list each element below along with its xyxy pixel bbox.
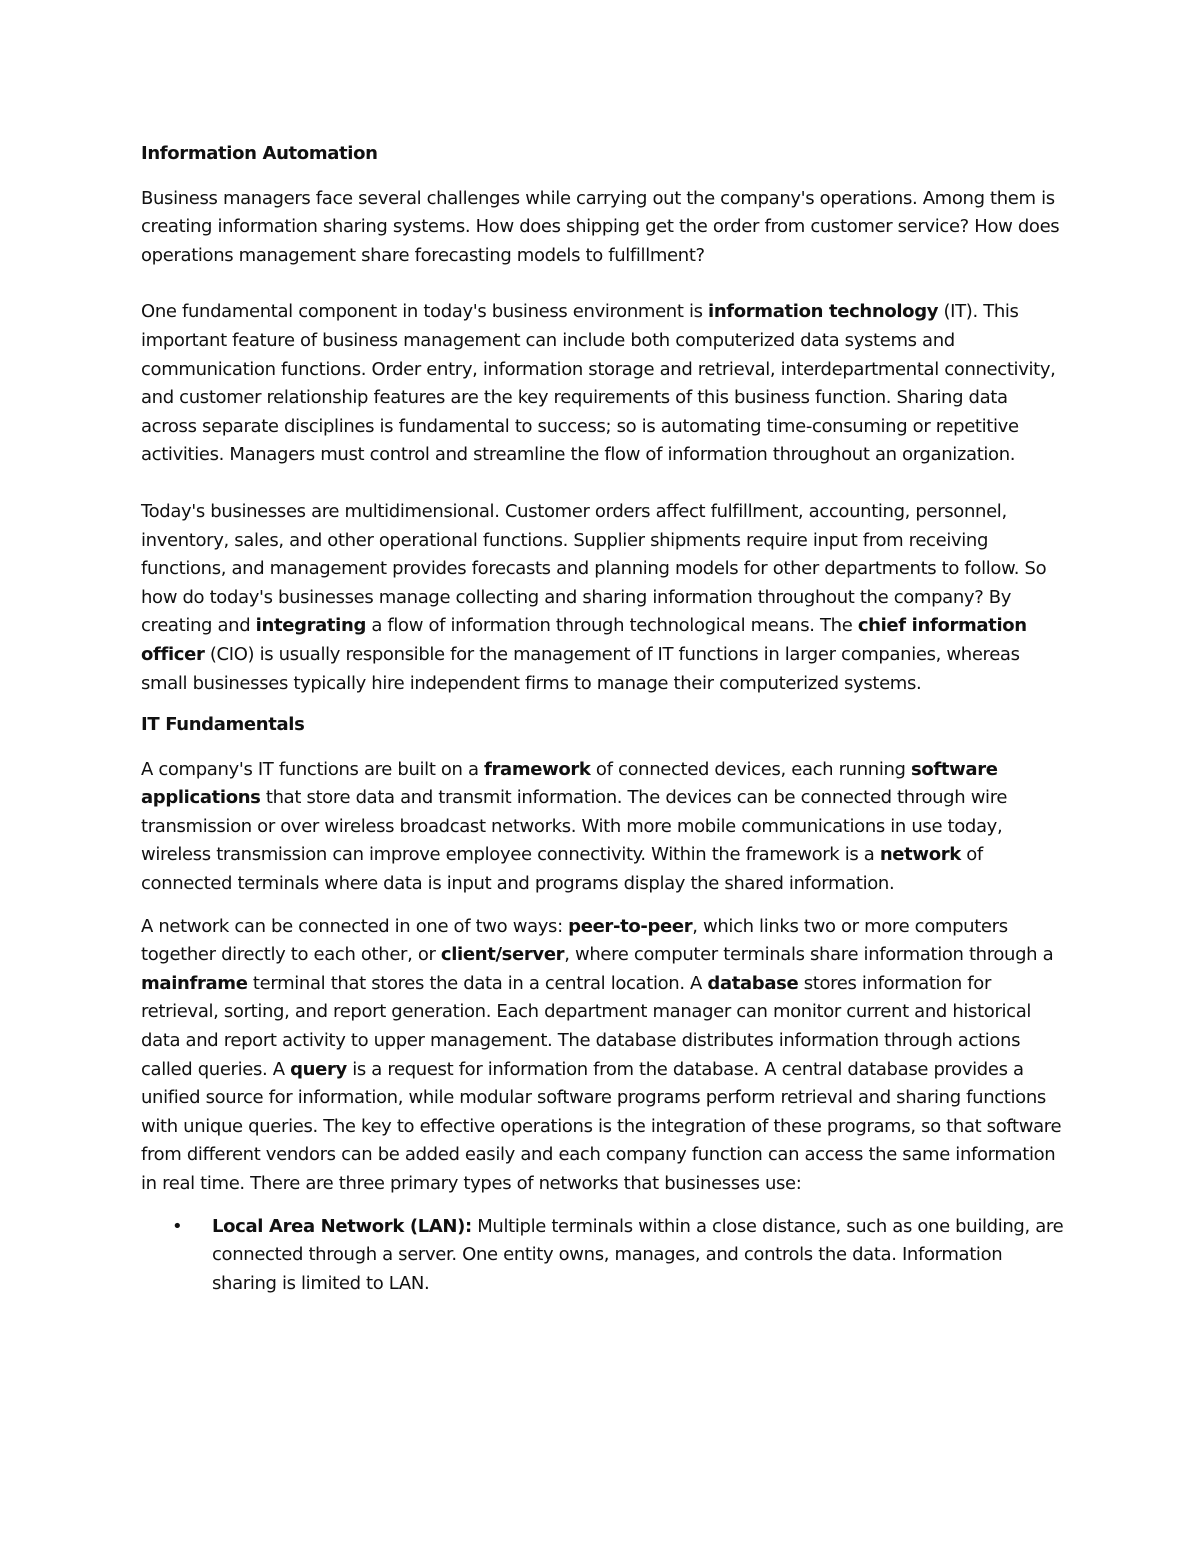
section-heading-information-automation: Information Automation (141, 143, 378, 164)
paragraph-information-technology (141, 298, 1066, 470)
document-page (141, 140, 1066, 1298)
paragraph-intro: Business managers face several challenges while carrying out the company's operations. Among them is creating information sharing systems. How does shipping get the order from customer service? How does operations management share forecasting models to fulfillment? (141, 187, 1060, 266)
bold-term-client-server: client/server (440, 944, 565, 966)
text-run: of connected terminals where data is input and programs display the shared information. (141, 844, 983, 895)
text-run: One fundamental component in today's business environment is (141, 301, 708, 323)
text-run: A company's IT functions are built on a (141, 758, 485, 780)
network-types-list (141, 1213, 1066, 1299)
bold-term-peer-to-peer: peer-to-peer (568, 915, 693, 937)
bold-term-framework: framework (484, 758, 591, 780)
text-run: , which links two or more computers together directly to each other, or (141, 915, 1008, 966)
paragraph-network-types (141, 913, 1066, 1199)
bold-term-information-technology: information technology (708, 301, 939, 323)
text-run: Multiple terminals within a close distance, such as one building, are connected through a server. One entity owns, manages, and controls the data. Information sharing is limited to LAN. (212, 1215, 1064, 1294)
bold-term-integrating: integrating (255, 615, 366, 637)
bold-term-network: network (879, 844, 961, 866)
text-run: , where computer terminals share information through a (564, 944, 1054, 966)
list-item-lan (141, 1213, 1066, 1299)
bold-term-lan: Local Area Network (LAN): (212, 1215, 472, 1237)
text-run: terminal that stores the data in a central location. A (247, 972, 708, 994)
bold-term-mainframe: mainframe (141, 972, 248, 994)
text-run: a flow of information through technological means. The (366, 615, 858, 637)
text-run: stores information for retrieval, sorting, and report generation. Each department manager can monitor current and historical data and report activity to upper management. The database distributes information through actions called queries. A (141, 972, 1032, 1080)
bold-term-software-applications: software applications (141, 758, 998, 809)
paragraph-multidimensional (141, 498, 1066, 698)
text-run: that store data and transmit information. The devices can be connected through wire transmission or over wireless broadcast networks. With more mobile communications in use today, wireless transmission can improve employee connectivity. Within the framework is a (141, 787, 1008, 866)
text-run: of connected devices, each running (590, 758, 911, 780)
text-run: A network can be connected in one of two ways: (141, 915, 569, 937)
bullet-marker: • (172, 1215, 183, 1237)
bold-term-database: database (707, 972, 799, 994)
bold-term-query: query (290, 1058, 347, 1080)
text-run: (IT). This important feature of business management can include both computerized data systems and communication functions. Order entry, information storage and retrieval, interdepartmental connectivity, and customer relationship features are the key requirements of this business function. Sharing data across separate disciplines is fundamental to success; so is automating time-consuming or repetitive activities. Managers must control and streamline the flow of information throughout an organization. (141, 301, 1056, 466)
section-heading-it-fundamentals: IT Fundamentals (141, 714, 305, 736)
text-run: Today's businesses are multidimensional. Customer orders affect fulfillment, accounting, personnel, inventory, sales, and other operational functions. Supplier shipments require input from receiving functions, and management provides forecasts and planning models for other departments to follow. So how do today's businesses manage collecting and sharing information throughout the company? By creating and (141, 500, 1047, 637)
text-run: is a request for information from the database. A central database provides a unified source for information, while modular software programs perform retrieval and sharing functions with unique queries. The key to effective operations is the integration of these programs, so that software from different vendors can be added easily and each company function can access the same information in real time. There are three primary types of networks that businesses use: (141, 1058, 1062, 1194)
paragraph-framework (141, 756, 1066, 899)
text-run: (CIO) is usually responsible for the management of IT functions in larger companies, whereas small businesses typically hire independent firms to manage their computerized systems. (141, 643, 1020, 694)
bold-term-chief-information-officer: chief information officer (141, 615, 1027, 665)
